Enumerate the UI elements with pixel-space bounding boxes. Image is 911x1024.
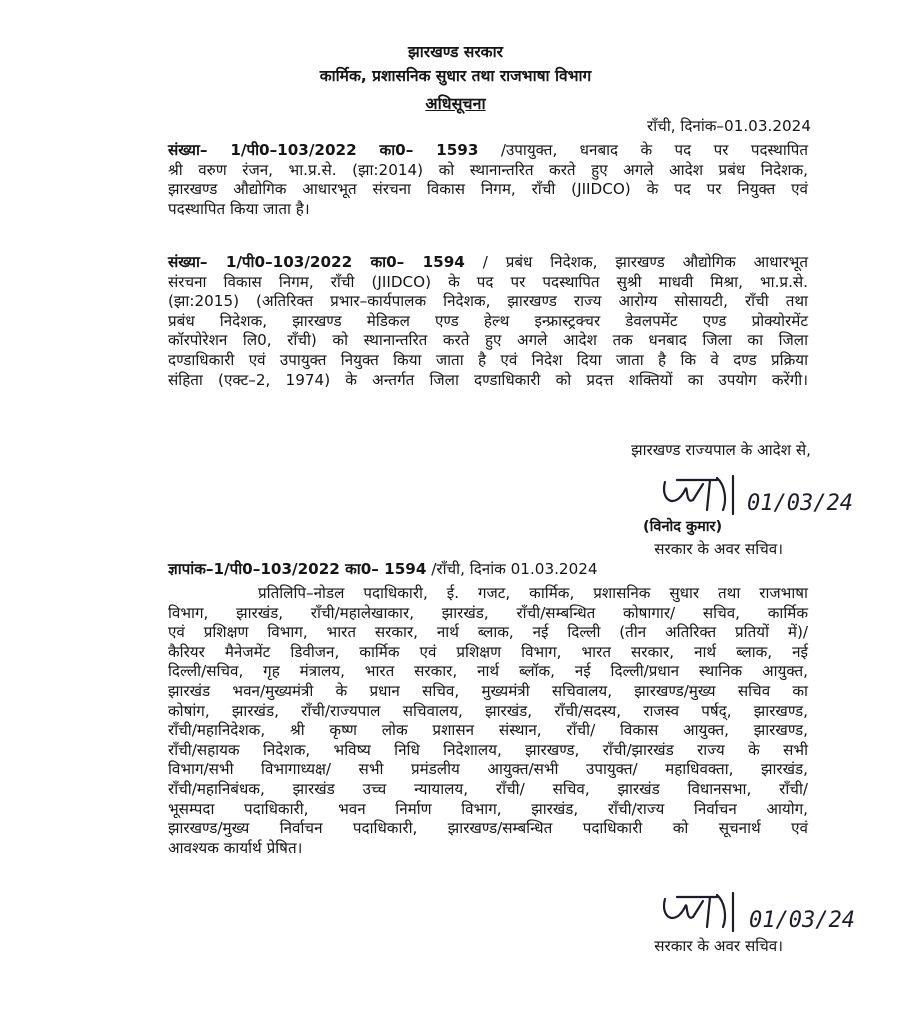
order-1-line xyxy=(168,141,808,161)
notification-row xyxy=(0,92,911,114)
place-date: राँची, दिनांक–01.03.2024 xyxy=(647,117,811,135)
order-2-line: प्रबंध निदेशक, झारखण्ड मेडिकल एण्ड हेल्थ इन्फ्रास्ट्रक्चर डेवलपमेंट एण्ड प्रोक्योरमेंट xyxy=(168,311,808,330)
memo-number: ज्ञापांक–1/पी0–103/2022 का0– 1594 xyxy=(168,560,427,578)
order-1-line: श्री वरुण रंजन, भा.प्र.से. (झा:2014) को स्थानान्तरित करते हुए अगले आदेश प्रबंध निदेशक, xyxy=(168,160,808,179)
order-2-line: संहिता (एक्ट–2, 1974) के अन्तर्गत जिला दण्डाधिकारी को प्रदत्त शक्तियों का उपयोग करेंगी। xyxy=(168,370,808,389)
order-2-line: दण्डाधिकारी एवं उपायुक्त नियुक्त किया जाता है एवं निदेश दिया जाता है कि वे दण्ड प्रक्रिया xyxy=(168,350,808,369)
memo-body xyxy=(168,584,808,858)
memo-line: राँची/महानिदेशक, श्री कृष्ण लोक प्रशासन संस्थान, राँची/ विकास आयुक्त, झारखण्ड, xyxy=(168,721,808,740)
order-1 xyxy=(168,141,808,219)
signature-2-date: 01/03/24 xyxy=(749,908,855,933)
memo-line: झारखण्ड/मुख्य निर्वाचन पदाधिकारी, झारखण्ड/सम्बन्धित पदाधिकारी को सूचनार्थ एवं xyxy=(168,819,808,838)
memo-header xyxy=(168,560,808,580)
order-2-text: / प्रबंध निदेशक, झारखण्ड औद्योगिक आधारभूत xyxy=(482,253,809,271)
by-order-of-governor: झारखण्ड राज्यपाल के आदेश से, xyxy=(631,441,811,459)
memo-line: राँची/महानिबंधक, झारखंड उच्च न्यायालय, राँची/ सचिव, झारखंड विधानसभा, राँची/ xyxy=(168,779,808,798)
memo-line: आवश्यक कार्यार्थ प्रेषित। xyxy=(168,838,303,857)
memo-line: दिल्ली/सचिव, गृह मंत्रालय, भारत सरकार, नार्थ ब्लॉक, नई दिल्ली/प्रधान स्थानिक आयुक्त, xyxy=(168,662,808,681)
order-2 xyxy=(168,253,808,390)
signatory-name: (विनोद कुमार) xyxy=(643,519,723,535)
government-heading: झारखण्ड सरकार xyxy=(408,43,503,61)
order-2-line: संरचना विकास निगम, राँची (JIIDCO) के पद पर पदस्थापित सुश्री माधवी मिश्रा, भा.प्र.से. xyxy=(168,272,808,291)
government-name xyxy=(0,40,911,62)
order-2-line: कॉरपोरेशन लि0, राँची) को स्थानान्तरित करते हुए अगले आदेश तक धनबाद जिला का जिला xyxy=(168,331,808,350)
memo-line: एवं प्रशिक्षण विभाग, भारत सरकार, नार्थ ब्लाक, नई दिल्ली (तीन अतिरिक्त प्रतियों में)/ xyxy=(168,623,808,642)
memo-line: भूसम्पदा पदाधिकारी, भवन निर्माण विभाग, झारखंड, राँची/राज्य निर्वाचन आयोग, xyxy=(168,799,808,818)
memo-date: /राँची, दिनांक 01.03.2024 xyxy=(431,560,598,578)
order-2-number: संख्या– 1/पी0–103/2022 का0– 1594 xyxy=(168,253,465,271)
memo-line: कैरियर मैनेजमेंट डिवीजन, कार्मिक एवं प्रशिक्षण विभाग, भारत सरकार, नार्थ ब्लाक, नई xyxy=(168,642,808,661)
memo-line: राँची/सहायक निदेशक, भविष्य निधि निदेशालय, झारखण्ड, राँची/झारखंड राज्य के सभी xyxy=(168,740,808,759)
memo-line: झारखंड भवन/मुख्यमंत्री के प्रधान सचिव, मुख्यमंत्री सचिवालय, झारखण्ड/मुख्य सचिव का xyxy=(168,681,808,700)
order-1-line: पदस्थापित किया जाता है। xyxy=(168,199,310,218)
memo-line: कोषांग, झारखंड, राँची/राज्यपाल सचिवालय, झारखंड, राँची/सदस्य, राजस्व पर्षद्, झारखण्ड, xyxy=(168,701,808,720)
memo-line: विभाग/सभी विभागाध्यक्ष/ सभी प्रमंडलीय आयुक्त/सभी उपायुक्त/ महाधिवक्ता, झारखंड, xyxy=(168,760,808,779)
signatory-designation: सरकार के अवर सचिव। xyxy=(654,540,783,558)
signatory-2-designation: सरकार के अवर सचिव। xyxy=(654,937,783,955)
order-2-line: (झा:2015) (अतिरिक्त प्रभार–कार्यपालक निदेशक, झारखण्ड राज्य आरोग्य सोसायटी, राँची तथा xyxy=(168,292,808,311)
order-1-line: झारखण्ड औद्योगिक आधारभूत संरचना विकास निगम, राँची (JIIDCO) के पद पर नियुक्त एवं xyxy=(168,180,808,199)
order-1-text: /उपायुक्त, धनबाद के पद पर पदस्थापित xyxy=(500,141,809,159)
order-2-line xyxy=(168,253,808,273)
department-heading: कार्मिक, प्रशासनिक सुधार तथा राजभाषा विभाग xyxy=(319,67,592,85)
signature-1-date: 01/03/24 xyxy=(747,491,853,516)
memo-line: विभाग, झारखंड, राँची/महालेखाकार, झारखंड, राँची/सम्बन्धित कोषागार/ सचिव, कार्मिक xyxy=(168,603,808,622)
department-row xyxy=(0,64,911,86)
notification-title: अधिसूचना xyxy=(425,94,486,113)
memo-line: प्रतिलिपि–नोडल पदाधिकारी, ई. गजट, कार्मिक, प्रशासनिक सुधार तथा राजभाषा xyxy=(258,584,808,602)
order-1-number: संख्या– 1/पी0–103/2022 का0– 1593 xyxy=(168,141,479,159)
